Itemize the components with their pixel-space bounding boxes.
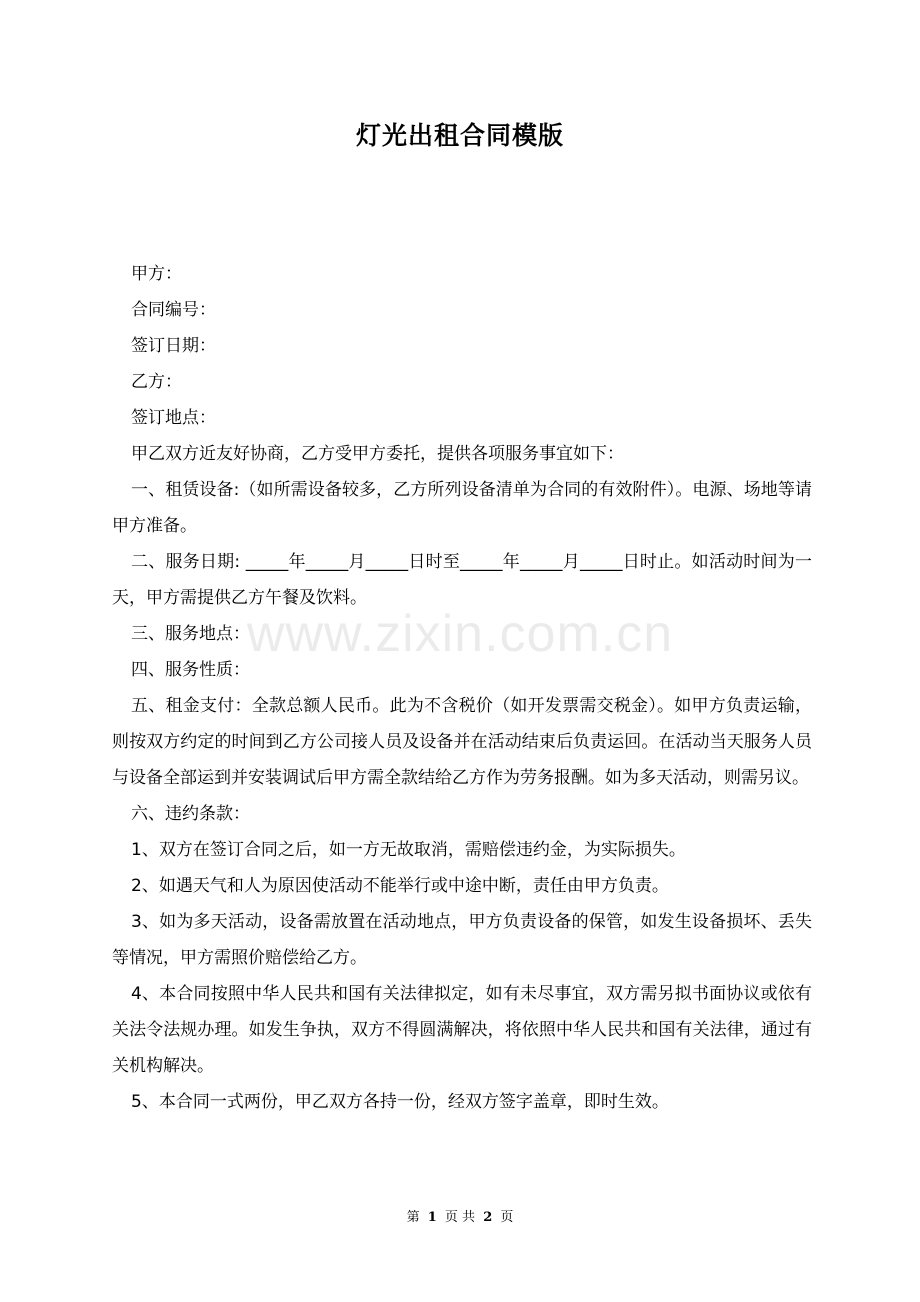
footer-total-pages: 2 (483, 1210, 493, 1225)
clause-service-nature: 四、服务性质： (131, 660, 250, 680)
party-a-line: 甲方： (131, 264, 182, 284)
contract-number-line: 合同编号： (131, 300, 216, 320)
clause-breach-heading: 六、违约条款： (131, 804, 250, 824)
party-b-line: 乙方： (131, 372, 182, 392)
signing-date-line: 签订日期： (131, 336, 216, 356)
document-title: 灯光出租合同模版 (355, 121, 564, 150)
breach-item-3: 3、如为多天活动，设备需放置在活动地点，甲方负责设备的保管，如发生设备损坏、丢失等情况，甲方需照价赔偿给乙方。 (112, 912, 812, 968)
signing-place-line: 签订地点： (131, 408, 216, 428)
footer-prefix: 第 (406, 1210, 420, 1225)
watermark: www.zixin.com.cn (246, 605, 674, 663)
breach-item-1: 1、双方在签订合同之后，如一方无故取消，需赔偿违约金，为实际损失。 (131, 840, 686, 860)
clause-equipment: 一、租赁设备:（如所需设备较多，乙方所列设备清单为合同的有效附件）。电源、场地等请甲方准备。 (112, 480, 812, 536)
footer-middle: 页 共 (444, 1210, 476, 1225)
clause-payment: 五、租金支付：全款总额人民币。此为不含税价（如开发票需交税金）。如甲方负责运输，则按双方约定的时间到乙方公司接人员及设备并在活动结束后负责运回。在活动当天服务人员与设备全部运到并安装调试后甲方需全款结给乙方作为劳务报酬。如为多天活动，则需另议。 (112, 696, 812, 788)
footer-suffix: 页 (500, 1210, 514, 1225)
breach-item-2: 2、如遇天气和人为原因使活动不能举行或中途中断，责任由甲方负责。 (131, 876, 669, 896)
page-footer (0, 1206, 920, 1225)
intro-paragraph: 甲乙双方近友好协商，乙方受甲方委托，提供各项服务事宜如下： (131, 444, 624, 464)
clause-service-location: 三、服务地点： (131, 624, 250, 644)
footer-page-number: 1 (427, 1210, 437, 1225)
clause-service-date: 二、服务日期: _____年_____月_____日时至_____年_____月_____日时止。如活动时间为一天，甲方需提供乙方午餐及饮料。 (112, 552, 812, 608)
document-body (112, 256, 812, 1120)
breach-item-4: 4、本合同按照中华人民共和国有关法律拟定，如有未尽事宜，双方需另拟书面协议或依有关法令法规办理。如发生争执，双方不得圆满解决，将依照中华人民共和国有关法律，通过有关机构解决。 (112, 984, 812, 1076)
breach-item-5: 5、本合同一式两份，甲乙双方各持一份，经双方签字盖章，即时生效。 (131, 1092, 669, 1112)
